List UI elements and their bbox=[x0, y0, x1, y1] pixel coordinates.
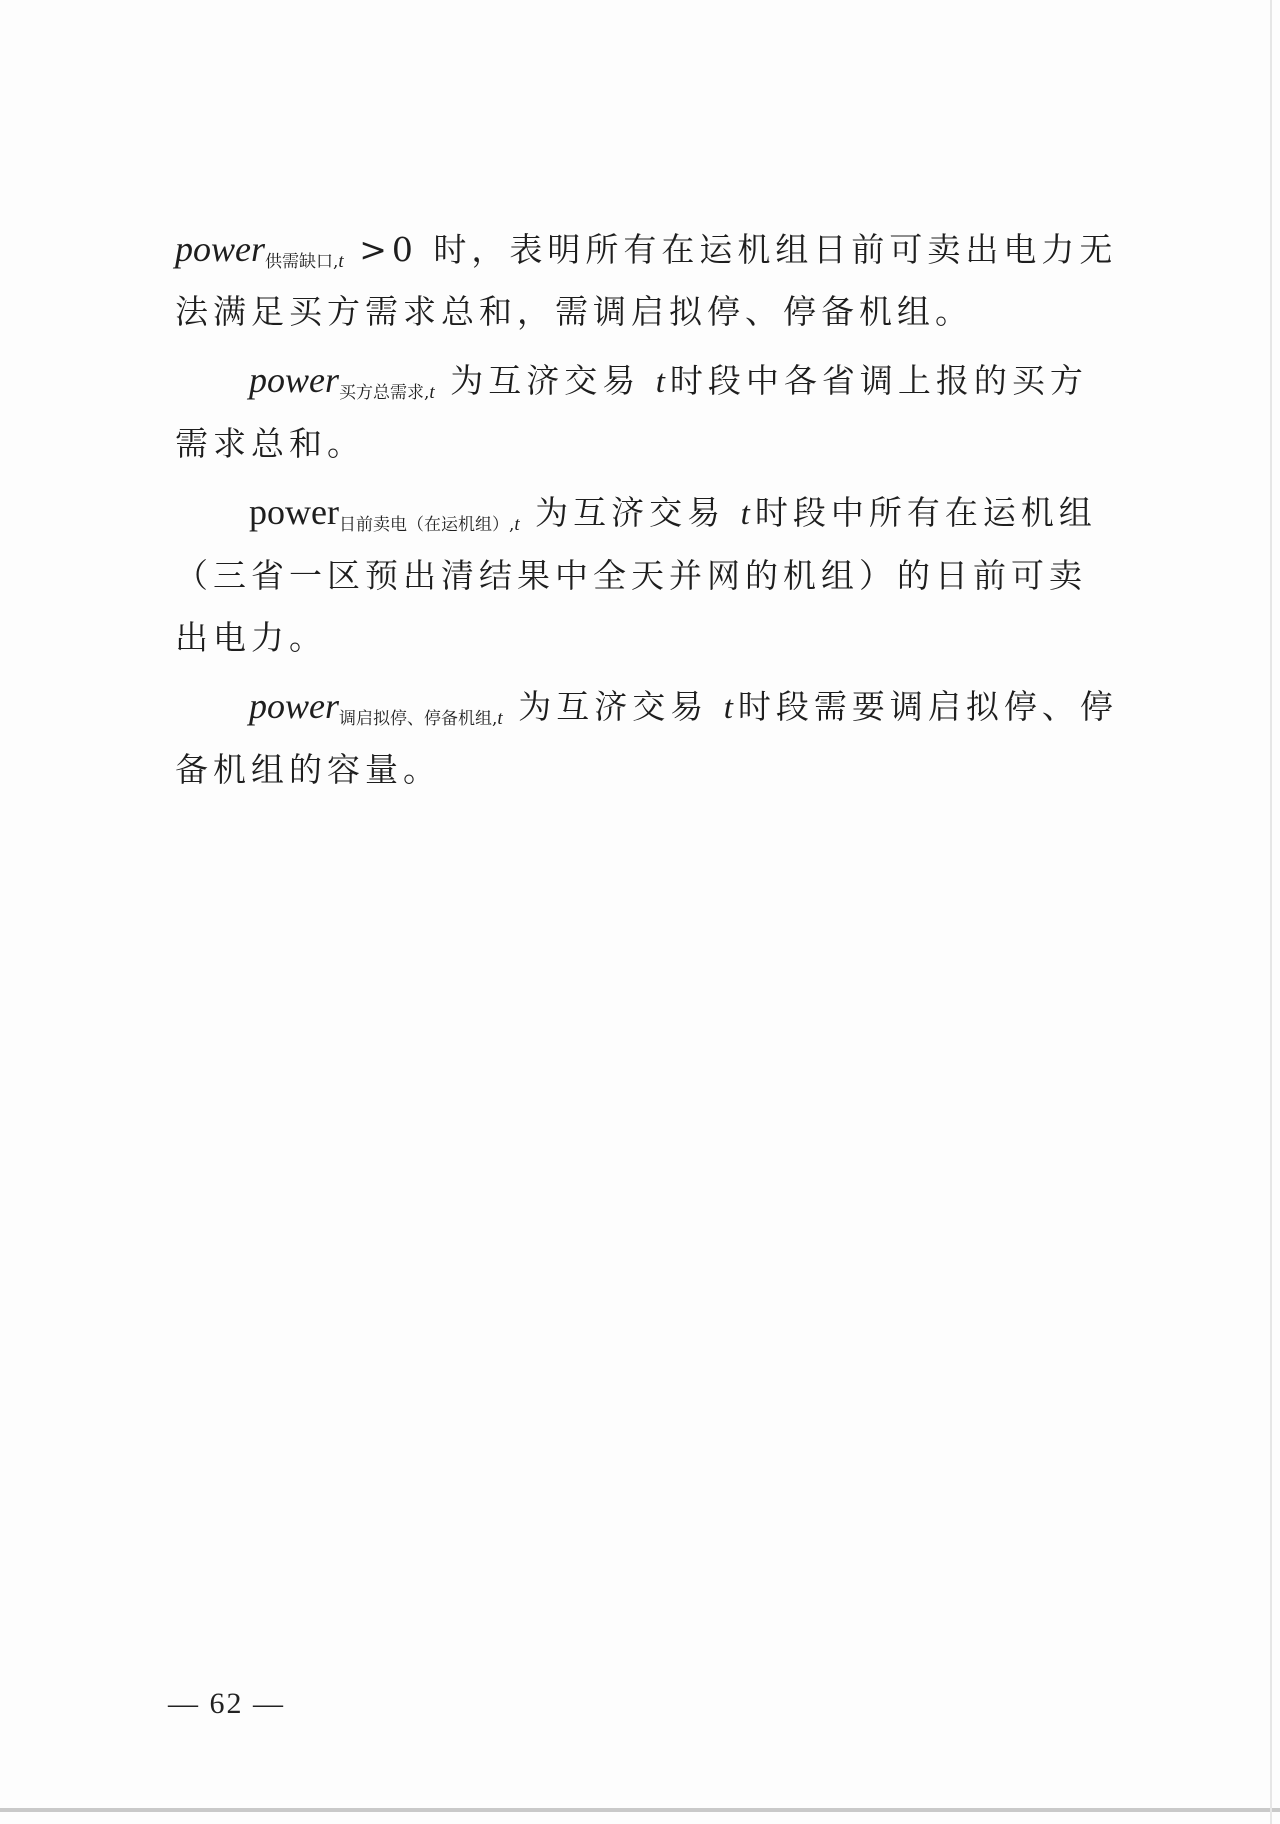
paragraph-day-ahead-sell bbox=[175, 481, 1120, 669]
paragraph-supply-gap bbox=[175, 218, 1120, 343]
paragraph-buyer-demand bbox=[175, 349, 1120, 475]
formula-subscript: 调启拟停、停备机组, bbox=[339, 709, 498, 729]
formula-subscript-t: t bbox=[497, 708, 503, 729]
formula-subscript: 买方总需求, bbox=[339, 383, 430, 403]
formula-variable: power bbox=[249, 492, 339, 532]
paragraph-text: >0 时，表明所有在运机组日前可卖出电力无法满足买方需求总和，需调启拟停、停备机组。 bbox=[175, 230, 1118, 331]
paragraph-restart-units bbox=[175, 675, 1120, 801]
paragraph-text: 为互济交易 bbox=[518, 687, 709, 726]
scan-edge-line bbox=[0, 1808, 1280, 1812]
formula-variable: power bbox=[249, 686, 339, 726]
page-number: — 62 — bbox=[168, 1687, 285, 1720]
paragraph-text: 为互济交易 bbox=[450, 361, 641, 400]
paragraph-text: 时段中各省调上报的买方需求总和。 bbox=[175, 361, 1088, 463]
scan-edge-line bbox=[1270, 0, 1272, 1824]
time-variable: t bbox=[723, 690, 738, 726]
paragraph-text: 时段需要调启拟停、停备机组的容量。 bbox=[175, 687, 1118, 789]
paragraph-text: 时段中所有在运机组（三省一区预出清结果中全天并网的机组）的日前可卖出电力。 bbox=[175, 493, 1097, 657]
formula-variable: power bbox=[175, 229, 265, 269]
document-body bbox=[175, 218, 1120, 807]
time-variable: t bbox=[740, 496, 755, 532]
formula-subscript-t: t bbox=[338, 251, 344, 272]
formula-subscript-t: t bbox=[429, 382, 435, 403]
formula-variable: power bbox=[249, 360, 339, 400]
paragraph-text: 为互济交易 bbox=[535, 493, 726, 532]
time-variable: t bbox=[655, 364, 670, 400]
formula-subscript-t: t bbox=[514, 514, 520, 535]
formula-subscript: 日前卖电（在运机组）, bbox=[338, 515, 515, 535]
formula-subscript: 供需缺口, bbox=[265, 252, 339, 272]
